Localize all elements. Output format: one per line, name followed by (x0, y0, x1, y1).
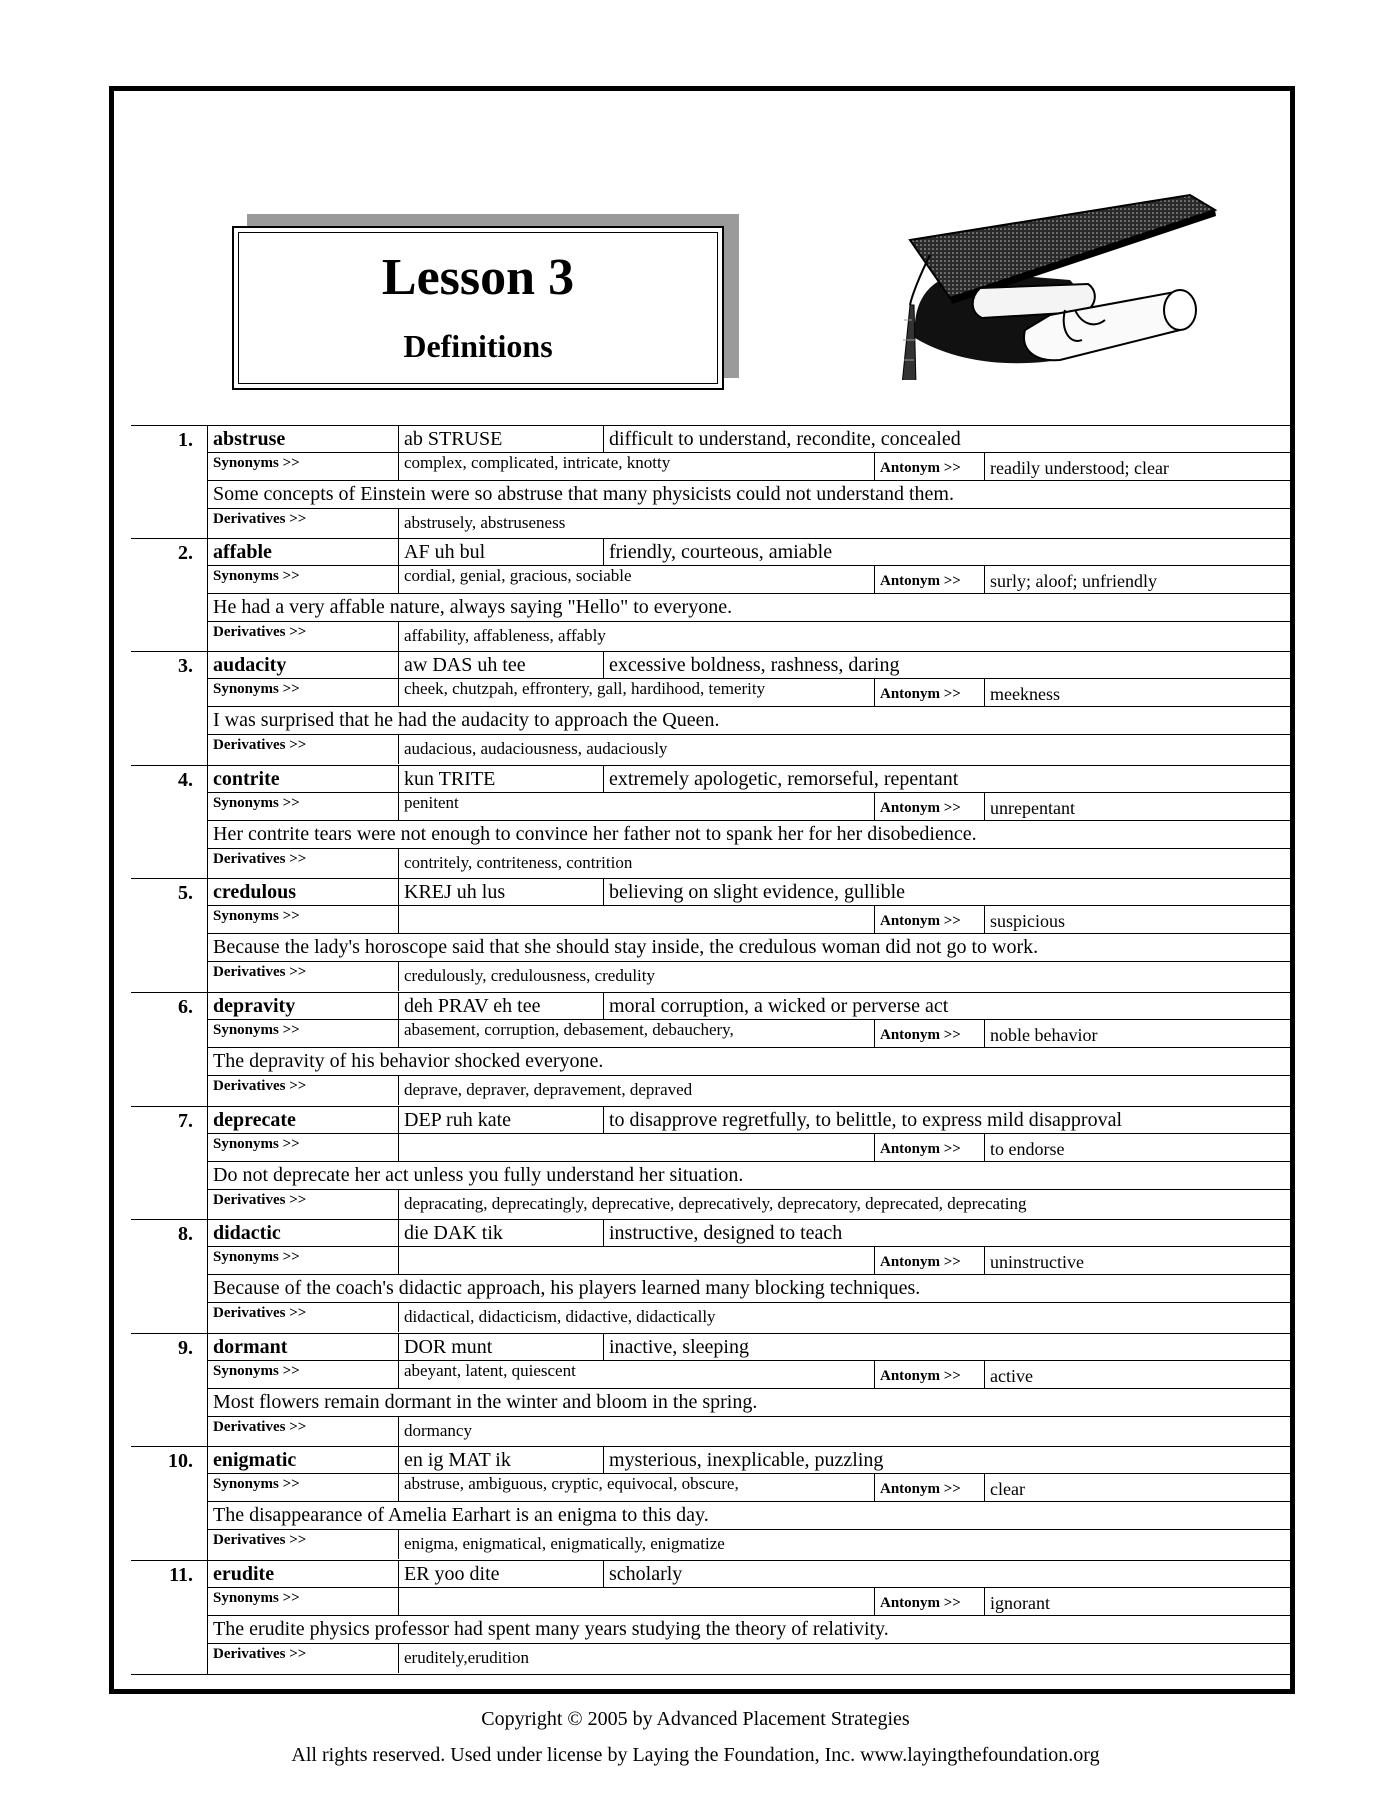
derivatives-label: Derivatives >> (213, 1418, 307, 1435)
vocab-word: contrite (213, 767, 280, 790)
antonym-value: to endorse (984, 1133, 1291, 1161)
derivatives-label: Derivatives >> (213, 1645, 307, 1662)
synonyms-value: complex, complicated, intricate, knotty (398, 452, 874, 480)
derivatives-value: credulously, credulousness, credulity (398, 961, 1291, 991)
definition: believing on slight evidence, gullible (603, 879, 1291, 905)
definition: excessive boldness, rashness, daring (603, 652, 1291, 678)
sentence-row (208, 933, 1291, 962)
word-row (208, 539, 1291, 566)
pronunciation: ab STRUSE (398, 426, 603, 452)
derivatives-value: deprave, depraver, depravement, depraved (398, 1075, 1291, 1105)
word-row (208, 1220, 1291, 1247)
vocab-word: credulous (213, 881, 296, 904)
example-sentence: Because of the coach's didactic approach, his players learned many blocking techniques. (213, 1277, 921, 1300)
antonym-value: surly; aloof; unfriendly (984, 565, 1291, 593)
derivatives-value: contritely, contriteness, contrition (398, 848, 1291, 878)
word-row (208, 1334, 1291, 1361)
entry-number: 7. (178, 1109, 193, 1132)
synonyms-label: Synonyms >> (213, 1249, 300, 1266)
vocab-entry (131, 652, 1291, 766)
derivatives-row (208, 1529, 1291, 1559)
antonym-value: noble behavior (984, 1019, 1291, 1047)
sentence-row (208, 1161, 1291, 1190)
entry-number: 10. (168, 1450, 193, 1473)
antonym-value: active (984, 1360, 1291, 1388)
sentence-row (208, 706, 1291, 735)
antonym-label: Antonym >> (874, 1360, 984, 1388)
derivatives-row (208, 848, 1291, 878)
synonym-row (208, 1246, 1291, 1275)
example-sentence: Most flowers remain dormant in the winter and bloom in the spring. (213, 1390, 758, 1413)
pronunciation: AF uh bul (398, 539, 603, 565)
sentence-row (208, 1047, 1291, 1076)
synonyms-label: Synonyms >> (213, 1021, 300, 1038)
antonym-label: Antonym >> (874, 1246, 984, 1274)
synonyms-value: abstruse, ambiguous, cryptic, equivocal, obscure, (398, 1473, 874, 1501)
derivatives-value: enigma, enigmatical, enigmatically, enigmatize (398, 1529, 1291, 1559)
synonyms-value (398, 1246, 874, 1274)
derivatives-row (208, 621, 1291, 651)
example-sentence: I was surprised that he had the audacity to approach the Queen. (213, 709, 720, 732)
word-row (208, 652, 1291, 679)
vocab-word: didactic (213, 1222, 281, 1245)
definition: moral corruption, a wicked or perverse act (603, 993, 1291, 1019)
definition: extremely apologetic, remorseful, repentant (603, 766, 1291, 792)
example-sentence: Do not deprecate her act unless you fully understand her situation. (213, 1163, 744, 1186)
derivatives-row (208, 1189, 1291, 1219)
sentence-row (208, 480, 1291, 509)
synonyms-value: penitent (398, 792, 874, 820)
derivatives-row (208, 1302, 1291, 1332)
pronunciation: deh PRAV eh tee (398, 993, 603, 1019)
synonyms-value (398, 905, 874, 933)
example-sentence: The erudite physics professor had spent many years studying the theory of relativity. (213, 1617, 889, 1640)
vocabulary-table (131, 425, 1291, 1675)
word-row (208, 426, 1291, 453)
vocab-word: enigmatic (213, 1449, 297, 1472)
antonym-label: Antonym >> (874, 1133, 984, 1161)
entry-grid (207, 1107, 1291, 1220)
title-box (232, 226, 724, 390)
entry-number: 5. (178, 882, 193, 905)
synonym-row (208, 905, 1291, 934)
synonyms-label: Synonyms >> (213, 681, 300, 698)
entry-number: 1. (178, 429, 193, 451)
entry-grid (207, 1447, 1291, 1560)
definition: to disapprove regretfully, to belittle, to express mild disapproval (603, 1107, 1291, 1133)
entry-grid (207, 766, 1291, 879)
derivatives-row (208, 1075, 1291, 1105)
synonyms-label: Synonyms >> (213, 1135, 300, 1152)
graduation-cap-icon (820, 180, 1220, 380)
antonym-label: Antonym >> (874, 1473, 984, 1501)
antonym-value: suspicious (984, 905, 1291, 933)
copyright-line: Copyright © 2005 by Advanced Placement Strategies (481, 1708, 910, 1730)
entry-number: 2. (178, 541, 193, 564)
vocab-entry (131, 1447, 1291, 1561)
derivatives-label: Derivatives >> (213, 737, 307, 754)
derivatives-value: depracating, deprecatingly, deprecative, deprecatively, deprecatory, deprecated, deprecating (398, 1189, 1291, 1219)
derivatives-value: dormancy (398, 1416, 1291, 1446)
derivatives-label: Derivatives >> (213, 1305, 307, 1322)
word-row (208, 1107, 1291, 1134)
vocab-entry (131, 766, 1291, 880)
vocab-entry (131, 539, 1291, 653)
antonym-label: Antonym >> (874, 1587, 984, 1615)
synonyms-label: Synonyms >> (213, 455, 300, 471)
antonym-value: ignorant (984, 1587, 1291, 1615)
pronunciation: DOR munt (398, 1334, 603, 1360)
example-sentence: Some concepts of Einstein were so abstruse that many physicists could not understand them. (213, 483, 954, 505)
synonyms-value (398, 1133, 874, 1161)
derivatives-row (208, 1643, 1291, 1673)
derivatives-value: affability, affableness, affably (398, 621, 1291, 651)
synonyms-label: Synonyms >> (213, 908, 300, 925)
synonym-row (208, 1587, 1291, 1616)
sentence-row (208, 820, 1291, 849)
vocab-word: deprecate (213, 1108, 296, 1131)
synonym-row (208, 792, 1291, 821)
vocab-entry (131, 1220, 1291, 1334)
pronunciation: ER yoo dite (398, 1561, 603, 1587)
synonym-row (208, 1360, 1291, 1389)
synonyms-value (398, 1587, 874, 1615)
word-row (208, 766, 1291, 793)
definition: instructive, designed to teach (603, 1220, 1291, 1246)
sentence-row (208, 1501, 1291, 1530)
pronunciation: kun TRITE (398, 766, 603, 792)
sentence-row (208, 1388, 1291, 1417)
antonym-label: Antonym >> (874, 905, 984, 933)
synonym-row (208, 1473, 1291, 1502)
definition: scholarly (603, 1561, 1291, 1587)
pronunciation: DEP ruh kate (398, 1107, 603, 1133)
derivatives-label: Derivatives >> (213, 1191, 307, 1208)
synonyms-value: abeyant, latent, quiescent (398, 1360, 874, 1388)
definition: friendly, courteous, amiable (603, 539, 1291, 565)
entry-grid (207, 426, 1291, 538)
derivatives-label: Derivatives >> (213, 964, 307, 981)
definition: inactive, sleeping (603, 1334, 1291, 1360)
entry-grid (207, 879, 1291, 992)
vocab-word: audacity (213, 654, 287, 677)
derivatives-value: abstrusely, abstruseness (398, 508, 1291, 538)
antonym-value: unrepentant (984, 792, 1291, 820)
pronunciation: KREJ uh lus (398, 879, 603, 905)
entry-grid (207, 652, 1291, 765)
vocab-entry (131, 1334, 1291, 1448)
entry-grid (207, 539, 1291, 652)
derivatives-label: Derivatives >> (213, 1532, 307, 1549)
entry-grid (207, 1561, 1291, 1674)
sentence-row (208, 1615, 1291, 1644)
entry-number: 6. (178, 995, 193, 1018)
antonym-value: uninstructive (984, 1246, 1291, 1274)
derivatives-row (208, 508, 1291, 538)
antonym-value: meekness (984, 678, 1291, 706)
example-sentence: Her contrite tears were not enough to convince her father not to spank her for her disobedience. (213, 822, 977, 845)
derivatives-label: Derivatives >> (213, 623, 307, 640)
entry-number: 9. (178, 1336, 193, 1359)
vocab-entry (131, 425, 1291, 539)
sentence-row (208, 593, 1291, 622)
synonyms-label: Synonyms >> (213, 567, 300, 584)
pronunciation: aw DAS uh tee (398, 652, 603, 678)
derivatives-label: Derivatives >> (213, 511, 307, 527)
antonym-label: Antonym >> (874, 565, 984, 593)
synonyms-label: Synonyms >> (213, 1589, 300, 1606)
lesson-title: Lesson 3 (381, 249, 575, 306)
synonyms-label: Synonyms >> (213, 794, 300, 811)
synonyms-label: Synonyms >> (213, 1476, 300, 1493)
vocab-entry (131, 1107, 1291, 1221)
pronunciation: die DAK tik (398, 1220, 603, 1246)
antonym-value: clear (984, 1473, 1291, 1501)
synonym-row (208, 678, 1291, 707)
antonym-label: Antonym >> (874, 792, 984, 820)
synonym-row (208, 1133, 1291, 1162)
example-sentence: He had a very affable nature, always saying "Hello" to everyone. (213, 595, 733, 618)
derivatives-label: Derivatives >> (213, 1077, 307, 1094)
vocab-entry (131, 993, 1291, 1107)
synonym-row (208, 565, 1291, 594)
vocab-word: dormant (213, 1335, 288, 1358)
derivatives-value: didactical, didacticism, didactive, didactically (398, 1302, 1291, 1332)
vocab-entry (131, 879, 1291, 993)
antonym-label: Antonym >> (874, 452, 984, 480)
synonyms-value: cheek, chutzpah, effrontery, gall, hardihood, temerity (398, 678, 874, 706)
derivatives-row (208, 734, 1291, 764)
synonyms-value: abasement, corruption, debasement, debauchery, (398, 1019, 874, 1047)
derivatives-value: eruditely,erudition (398, 1643, 1291, 1673)
synonyms-label: Synonyms >> (213, 1362, 300, 1379)
entry-number: 3. (178, 655, 193, 678)
derivatives-row (208, 961, 1291, 991)
vocab-word: abstruse (213, 428, 286, 450)
example-sentence: Because the lady's horoscope said that she should stay inside, the credulous woman did not go to work. (213, 936, 1039, 959)
entry-number: 11. (169, 1563, 193, 1586)
entry-grid (207, 993, 1291, 1106)
entry-number: 8. (178, 1223, 193, 1246)
word-row (208, 993, 1291, 1020)
definition: difficult to understand, recondite, concealed (603, 426, 1291, 452)
vocab-word: affable (213, 540, 272, 563)
antonym-label: Antonym >> (874, 1019, 984, 1047)
example-sentence: The depravity of his behavior shocked everyone. (213, 1049, 604, 1072)
word-row (208, 1447, 1291, 1474)
synonyms-value: cordial, genial, gracious, sociable (398, 565, 874, 593)
antonym-label: Antonym >> (874, 678, 984, 706)
synonym-row (208, 452, 1291, 481)
vocab-word: erudite (213, 1562, 275, 1585)
license-line: All rights reserved. Used under license by Laying the Foundation, Inc. www.layingthefoundation.org (291, 1744, 1100, 1766)
derivatives-value: audacious, audaciousness, audaciously (398, 734, 1291, 764)
derivatives-row (208, 1416, 1291, 1446)
word-row (208, 879, 1291, 906)
synonym-row (208, 1019, 1291, 1048)
derivatives-label: Derivatives >> (213, 850, 307, 867)
vocab-word: depravity (213, 994, 296, 1017)
antonym-value: readily understood; clear (984, 452, 1291, 480)
entry-grid (207, 1220, 1291, 1333)
vocab-entry (131, 1561, 1291, 1675)
example-sentence: The disappearance of Amelia Earhart is an enigma to this day. (213, 1504, 709, 1527)
pronunciation: en ig MAT ik (398, 1447, 603, 1473)
entry-number: 4. (178, 768, 193, 791)
lesson-subtitle: Definitions (403, 328, 553, 364)
word-row (208, 1561, 1291, 1588)
sentence-row (208, 1274, 1291, 1303)
entry-grid (207, 1334, 1291, 1447)
definition: mysterious, inexplicable, puzzling (603, 1447, 1291, 1473)
